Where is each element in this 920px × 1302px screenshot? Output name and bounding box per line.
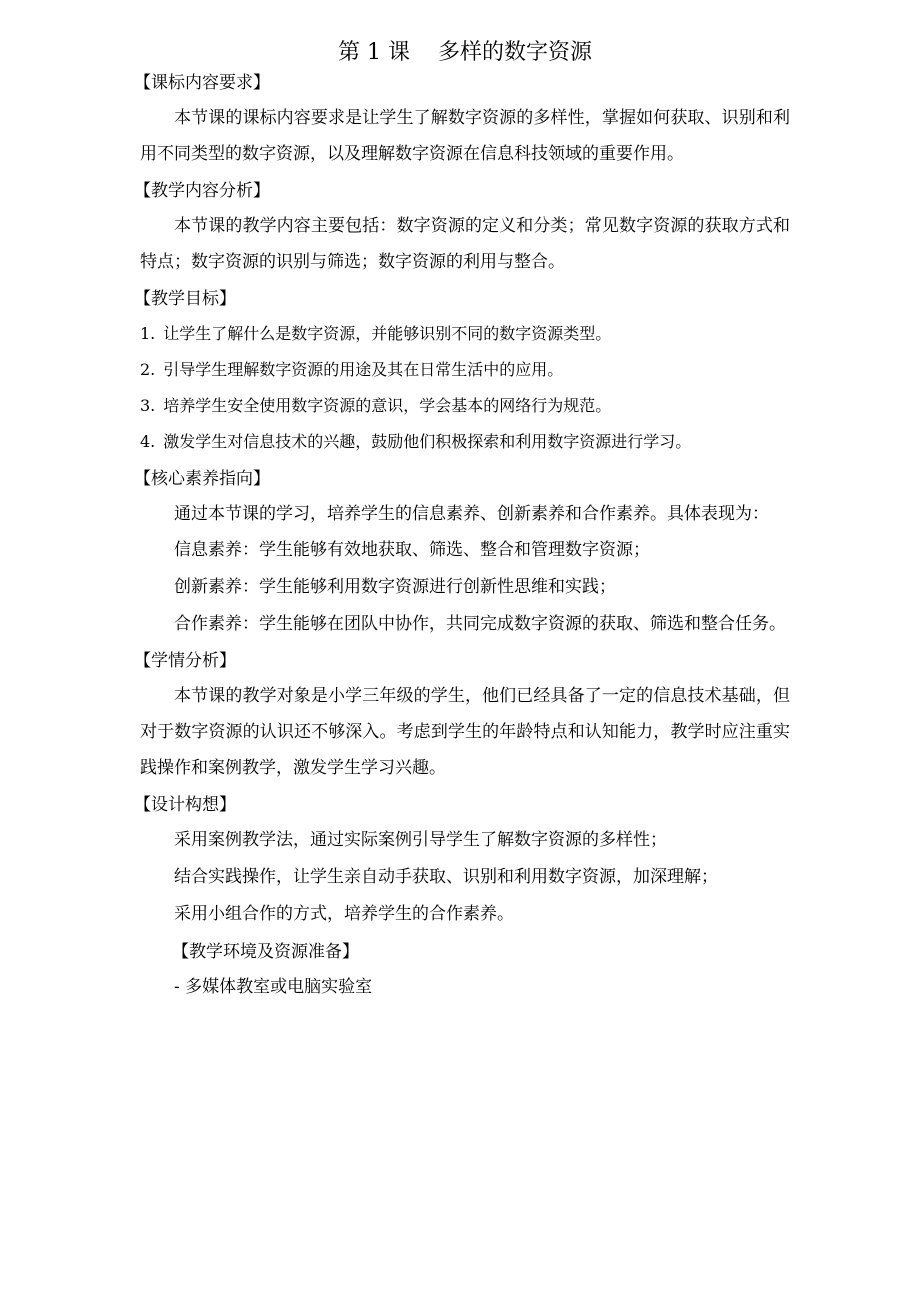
section-learner-analysis <box>134 648 790 786</box>
section-core-literacy <box>134 466 790 642</box>
list-text: 培养学生安全使用数字资源的意识，学会基本的网络行为规范。 <box>163 396 612 415</box>
list-number: 2. <box>140 360 156 379</box>
design-line: 结合实践操作，让学生亲自动手获取、识别和利用数字资源，加深理解； <box>174 867 718 887</box>
page-title: 第 1 课 多样的数字资源 <box>338 40 592 65</box>
list-text: 让学生了解什么是数字资源，并能够识别不同的数字资源类型。 <box>163 324 612 343</box>
literacy-point: 合作素养：学生能够在团队中协作，共同完成数字资源的获取、筛选和整合任务。 <box>174 614 786 634</box>
section-paragraph: 通过本节课的学习，培养学生的信息素养、创新素养和合作素养。具体表现为： <box>174 504 769 524</box>
section-heading: 【教学目标】 <box>134 289 236 309</box>
section-heading: 【课标内容要求】 <box>134 73 270 93</box>
section-design <box>134 792 790 933</box>
section-heading: 【教学环境及资源准备】 <box>172 942 359 962</box>
list-number: 1. <box>140 324 156 343</box>
section-heading: 【设计构想】 <box>134 795 236 815</box>
section-paragraph: 本节课的教学对象是小学三年级的学生，他们已经具备了一定的信息技术基础，但对于数字资源的认识还不够深入。考虑到学生的年龄特点和认知能力，教学时应注重实践操作和案例教学，激发学生学习兴趣。 <box>140 686 790 778</box>
list-item <box>140 388 790 424</box>
section-heading: 【学情分析】 <box>134 651 236 671</box>
section-heading: 【核心素养指向】 <box>134 469 270 489</box>
section-objectives <box>134 286 790 460</box>
list-item <box>140 316 790 352</box>
section-paragraph: 本节课的教学内容主要包括：数字资源的定义和分类；常见数字资源的获取方式和特点；数字资源的识别与筛选；数字资源的利用与整合。 <box>140 216 790 272</box>
design-line: 采用案例教学法，通过实际案例引导学生了解数字资源的多样性； <box>174 830 667 850</box>
literacy-point: 创新素养：学生能够利用数字资源进行创新性思维和实践； <box>174 577 616 597</box>
list-item <box>140 424 790 460</box>
literacy-point: 信息素养：学生能够有效地获取、筛选、整合和管理数字资源； <box>174 540 650 560</box>
list-text: 引导学生理解数字资源的用途及其在日常生活中的应用。 <box>163 360 564 379</box>
section-curriculum <box>134 70 790 172</box>
document-page <box>134 38 790 1011</box>
list-item: - 多媒体教室或电脑实验室 <box>174 977 373 997</box>
list-item <box>140 352 790 388</box>
section-content-analysis <box>134 178 790 280</box>
section-environment <box>140 939 790 1005</box>
section-heading: 【教学内容分析】 <box>134 181 270 201</box>
list-number: 3. <box>140 396 156 415</box>
list-text: 激发学生对信息技术的兴趣，鼓励他们积极探索和利用数字资源进行学习。 <box>163 432 692 451</box>
list-number: 4. <box>140 432 156 451</box>
design-line: 采用小组合作的方式，培养学生的合作素养。 <box>174 904 514 924</box>
section-paragraph: 本节课的课标内容要求是让学生了解数字资源的多样性，掌握如何获取、识别和利用不同类型的数字资源，以及理解数字资源在信息科技领域的重要作用。 <box>140 108 790 164</box>
